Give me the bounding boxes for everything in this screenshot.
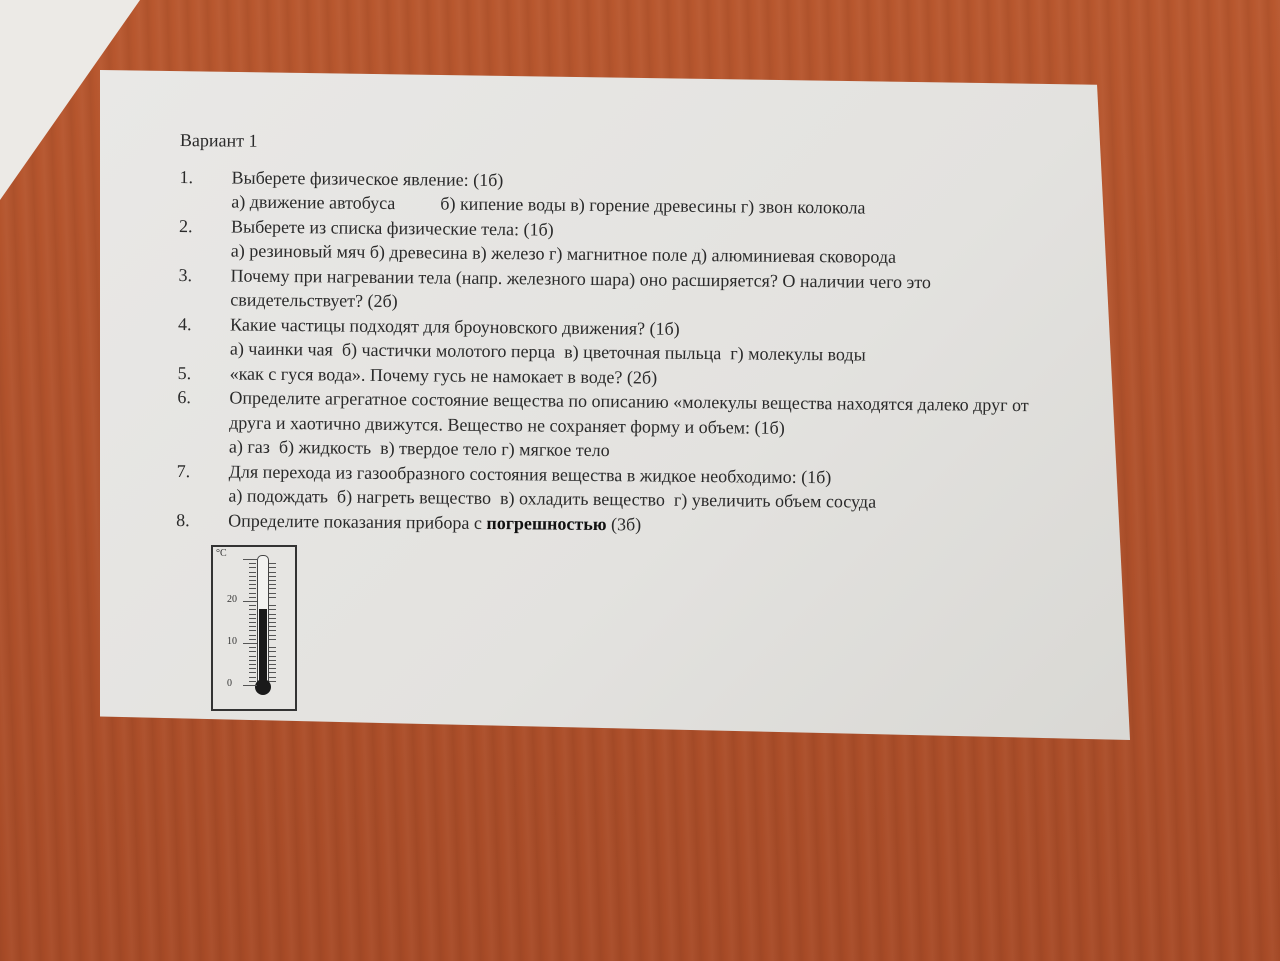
scale-tick: [269, 618, 276, 619]
answer-options: а) подождать б) нагреть вещество в) охладить вещество г) увеличить объем сосуда: [228, 485, 877, 512]
question-number: 6.: [177, 386, 192, 408]
scale-tick: [249, 664, 256, 665]
scale-tick: [269, 593, 276, 594]
scale-tick: [249, 672, 256, 673]
scale-tick: [269, 563, 276, 564]
question-number: 4.: [178, 313, 192, 334]
scale-tick: [269, 580, 276, 581]
scale-tick: [269, 647, 276, 648]
scale-tick: [249, 563, 256, 564]
answer-options: а) газ б) жидкость в) твердое тело г) мягкое тело: [228, 436, 610, 461]
scale-tick: [269, 576, 276, 577]
scale-tick: [249, 651, 256, 652]
scale-tick: [249, 626, 256, 627]
answer-options: а) чаинки чая б) частички молотого перца в) цветочная пыльца г) молекулы воды: [229, 338, 866, 365]
question-6: [177, 385, 1058, 467]
scale-tick: [249, 609, 256, 610]
scale-tick: [243, 559, 257, 560]
scale-tick: [249, 605, 256, 606]
question-text: «как с гуся вода». Почему гусь не намокает в воде? (2б): [229, 362, 658, 388]
scale-tick: [269, 614, 276, 615]
scale-tick: [269, 609, 276, 610]
scale-tick: [269, 572, 276, 573]
scale-tick: [269, 664, 276, 665]
scale-tick: [249, 572, 256, 573]
scale-tick: [249, 588, 256, 589]
scale-tick: [249, 639, 256, 640]
scale-tick: [269, 656, 276, 657]
scale-tick: [249, 567, 256, 568]
question-text: Выберете из списка физические тела: (1б): [230, 215, 554, 240]
scale-tick: [269, 668, 276, 669]
scale-tick: [249, 660, 256, 661]
scale-tick: [269, 651, 276, 652]
scale-tick: [249, 622, 256, 623]
question-text: Какие частицы подходят для броуновского движения? (1б): [230, 313, 680, 339]
thermometer-mercury: [259, 609, 267, 689]
question-number: 5.: [177, 362, 192, 383]
variant-title: Вариант 1: [179, 129, 258, 151]
question-number: 2.: [178, 215, 193, 236]
scale-tick: [269, 677, 276, 678]
question-text: Определите агрегатное состояние вещества по описанию «молекулы вещества находятся далеко друг от друга и хаотично движутся. Вещество не сохраняет форму и объем: (1б): [229, 387, 1029, 438]
scale-tick: [249, 681, 256, 682]
scale-tick: [249, 618, 256, 619]
scale-label: 0: [227, 678, 232, 689]
scale-tick: [249, 614, 256, 615]
scale-tick: [269, 597, 276, 598]
question-text: Почему при нагревании тела (напр. железного шара) оно расширяется? О наличии чего это свидетельствует? (2б): [230, 264, 932, 312]
scale-tick: [249, 597, 256, 598]
thermometer-figure: [211, 545, 297, 711]
scale-tick: [249, 593, 256, 594]
question-text: Определите показания прибора с погрешностью (3б): [228, 509, 642, 534]
question-4: [178, 311, 1058, 368]
answer-options: а) движение автобуса б) кипение воды в) горение древесины г) звон колокола: [231, 191, 866, 218]
scale-tick: [269, 588, 276, 589]
unit-label: °C: [216, 548, 227, 559]
scale-tick: [249, 668, 256, 669]
scale-tick: [269, 681, 276, 682]
scale-tick: [269, 622, 276, 623]
scale-tick: [243, 685, 257, 686]
answer-options: а) резиновый мяч б) древесина в) железо г) магнитное поле д) алюминиевая сковорода: [230, 240, 897, 267]
scale-tick: [243, 643, 257, 644]
scale-tick: [249, 656, 256, 657]
question-text: Для перехода из газообразного состояния вещества в жидкое необходимо: (1б): [228, 460, 832, 487]
scale-label: 20: [227, 594, 237, 605]
question-3: [178, 262, 1058, 319]
question-2: [179, 213, 1059, 270]
scale-tick: [249, 677, 256, 678]
question-number: 7.: [176, 460, 191, 481]
scale-tick: [249, 576, 256, 577]
scale-tick: [249, 584, 256, 585]
scale-tick: [269, 605, 276, 606]
scale-label: 10: [227, 636, 237, 647]
question-1: [179, 164, 1059, 221]
scale-tick: [269, 630, 276, 631]
question-list: [176, 164, 1059, 515]
scale-tick: [269, 660, 276, 661]
scale-tick: [249, 635, 256, 636]
scale-tick: [243, 601, 257, 602]
scale-tick: [249, 580, 256, 581]
question-text: Выберете физическое явление: (1б): [231, 166, 504, 190]
question-7: [176, 458, 1056, 515]
question-number: 3.: [178, 264, 193, 285]
question-number: 8.: [176, 509, 190, 530]
scale-tick: [269, 635, 276, 636]
question-number: 1.: [179, 166, 194, 187]
scale-tick: [269, 567, 276, 568]
bold-word: погрешностью: [486, 512, 607, 534]
scale-tick: [269, 626, 276, 627]
scale-tick: [249, 647, 256, 648]
scale-tick: [269, 639, 276, 640]
scale-tick: [269, 672, 276, 673]
scale-tick: [249, 630, 256, 631]
test-content: [176, 128, 1060, 540]
scale-tick: [269, 584, 276, 585]
